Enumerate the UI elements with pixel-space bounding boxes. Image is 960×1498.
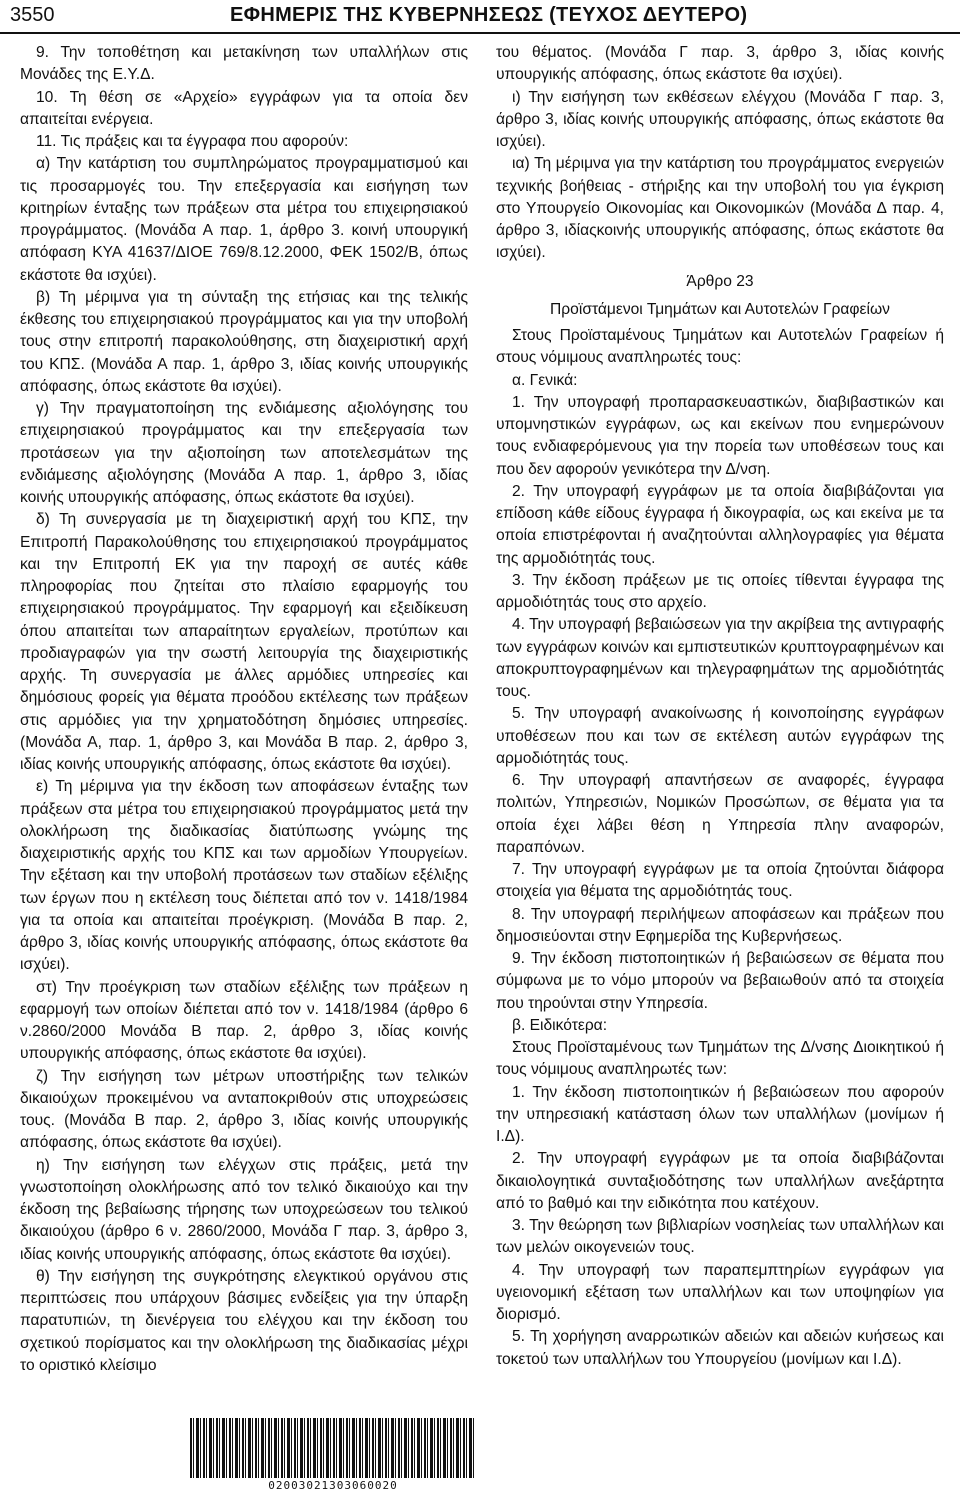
paragraph: Στους Προϊσταμένους των Τμημάτων της Δ/νσης Διοικητικού ή τους νόμιμους αναπληρωτές των: [496,1039,944,1079]
page-number: 3550 [10,4,55,26]
paragraph: θ) Την εισήγηση της συγκρότησης ελεγκτικού οργάνου στις περιπτώσεις που υπάρχουν βάσιμες ενδείξεις για την ύπαρξη παρατυπιών, τη διενέργεια του ελέγχου και την έκδοση του σχετικού πορίσματος και την ολοκλήρωση της διαδικασίας μέχρι το οριστικό κλείσιμο [20,1267,468,1374]
paragraph: 4. Την υπογραφή βεβαιώσεων για την ακρίβεια της αντιγραφής των εγγράφων κοινών και εμπιστευτικών κρυπτογραφημένων και αποκρυπτογραφημένων και τηλεγραφημάτων της αρμοδιότητάς τους. [496,616,944,700]
paragraph: α) Την κατάρτιση του συμπληρώματος προγραμματισμού και τις προσαρμογές του. Την επεξεργασία και εισήγηση των κριτηρίων ένταξης των πράξεων στα μέτρα του επιχειρησιακού προγράμματος. (Μονάδα Α παρ. 1, άρθρο 3. κοινή υπουργική απόφαση ΚΥΑ 41637/ΔΙΟΕ 769/8.12.2000, ΦΕΚ 1502/Β, όπως εκάστοτε θα ισχύει). [20,155,468,284]
paragraph: δ) Τη συνεργασία με τη διαχειριστική αρχή του ΚΠΣ, την Επιτροπή Παρακολούθησης του επιχειρησιακού προγράμματος και την Επιτροπή ΕΚ για την παροχή σε αυτές κάθε πληροφορίας που ζητείται στο πλαίσιο εφαρμογής του επιχειρησιακού προγράμματος. Την εφαρμογή και εξειδίκευση όπου απαιτείται των απαραίτητων εργαλείων, προτύπων και προδιαγραφών για την σωστή λειτουργία της διαχειριστικής αρχής. Τη συνεργασία με άλλες αρμόδιες υπηρεσίες και δημόσιους φορείς για θέματα προόδου εκτέλεσης των πράξεων στις αρμόδιες για την χρηματοδότηση δημόσιες υπηρεσίες. (Μονάδα Α, παρ. 1, άρθρο 3, και Μονάδα Β παρ. 2, άρθρο 3, ιδίας κοινής υπουργικής απόφασης, όπως εκάστοτε θα ισχύει). [20,511,468,773]
right-column [496,42,944,1371]
paragraph: β. Ειδικότερα: [512,1016,608,1034]
paragraph: 9. Την έκδοση πιστοποιητικών ή βεβαιώσεων σε θέματα που σύμφωνα με το νόμο μπορούν να βεβαιωθούν από τα στοιχεία που τηρούνται στην Υπηρεσία. [496,950,944,1012]
header-rule [0,32,960,34]
paragraph: Στους Προϊσταμένους Τμημάτων και Αυτοτελών Γραφείων ή στους νόμιμους αναπληρωτές τους: [496,327,944,367]
paragraph: ι) Την εισήγηση των εκθέσεων ελέγχου (Μονάδα Γ παρ. 3, άρθρο 3, ιδίας κοινής υπουργικής απόφασης, όπως εκάστοτε θα ισχύει). [496,88,944,150]
paragraph: η) Την εισήγηση των ελέγχων στις πράξεις, μετά την γνωστοποίηση ολοκλήρωσης από τον τελικό δικαιούχο και την έκδοση της βεβαίωσης τήρησης των υποχρεώσεων του τελικού δικαιούχου (άρθρο 6 ν. 2860/2000, Μονάδα Γ παρ. 3, άρθρο 3, ιδίας κοινής υπουργικής απόφασης, όπως εκάστοτε θα ισχύει). [20,1156,468,1263]
paragraph: 6. Την υπογραφή απαντήσεων σε αναφορές, έγγραφα πολιτών, Υπηρεσιών, Νομικών Προσώπων, σε θέματα για τα οποία έχει λάβει θέση η Υπηρεσία πλην αναφορών, παραπόνων. [496,772,944,856]
barcode-number: 02003021303060020 [268,1479,398,1492]
paragraph: 2. Την υπογραφή εγγράφων με τα οποία διαβιβάζονται δικαιολογητικά συνταξιοδότησης των υπαλλήλων ανεξάρτητα από το βαθμό και την ειδικότητα που κατέχουν. [496,1150,944,1212]
paragraph: 9. Την τοποθέτηση και μετακίνηση των υπαλλήλων στις Μονάδες της Ε.Υ.Δ. [20,44,468,84]
paragraph: 3. Την έκδοση πράξεων με τις οποίες τίθενται έγγραφα της αρμοδιότητάς τους στο αρχείο. [496,571,944,611]
paragraph: 10. Τη θέση σε «Αρχείο» εγγράφων για τα οποία δεν απαιτείται ενέργεια. [20,88,468,128]
paragraph: ια) Τη μέριμνα για την κατάρτιση του προγράμματος ενεργειών τεχνικής βοήθειας - στήριξης και την υποβολή του για έγκριση στο Υπουργείο Οικονομίας και Οικονομικών (Μονάδα Δ παρ. 4, άρθρο 3, ιδίαςκοινής υπουργικής απόφασης, όπως εκάστοτε θα ισχύει). [496,155,944,262]
paragraph: 5. Τη χορήγηση αναρρωτικών αδειών και αδειών κυήσεως και τοκετού των υπαλλήλων του Υπουργείου (μονίμων και Ι.Δ). [496,1328,944,1368]
paragraph: 1. Την υπογραφή προπαρασκευαστικών, διαβιβαστικών και υπομνηστικών εγγράφων, ως και εκείνων που ενημερώνουν τους ενδιαφερόμενους για την πορεία των υποθέσεων τους και που δεν αφορούν γενικότερα την Δ/νση. [496,393,944,478]
paragraph: β) Τη μέριμνα για τη σύνταξη της ετήσιας και της τελικής έκθεσης του επιχειρησιακού προγράμματος και για την υποβολή τους στην επιτροπή παρακολούθησης, στη διαχειριστική αρχή του ΚΠΣ. (Μονάδα Α παρ. 1, άρθρο 3, ιδίας κοινής υπουργικής απόφασης, όπως εκάστοτε θα ισχύει). [20,288,468,395]
paragraph: ζ) Την εισήγηση των μέτρων υποστήριξης των τελικών δικαιούχων προκειμένου να ανταποκριθούν στις υποχρεώσεις τους. (Μονάδα Β παρ. 2, άρθρο 3, ιδίας κοινής υπουργικής απόφασης, όπως εκάστοτε θα ισχύει). [20,1067,468,1152]
paragraph: 1. Την έκδοση πιστοποιητικών ή βεβαιώσεων που αφορούν την υπηρεσιακή κατάσταση όλων των υπαλλήλων (μονίμων ή Ι.Δ). [496,1083,944,1145]
barcode [190,1418,476,1492]
paragraph: 4. Την υπογραφή των παραπεμπτηρίων εγγράφων για υγειονομική εξέταση των υπαλλήλων και των υποψηφίων για διορισμό. [496,1261,944,1323]
paragraph: ε) Τη μέριμνα για την έκδοση των αποφάσεων ένταξης των πράξεων στα μέτρα του επιχειρησιακού προγράμματος μετά την ολοκλήρωση της διαδικασίας διατύπωσης γνώμης της διαχειριστικής αρχής του ΚΠΣ και των αρμοδίων Υπουργείων. Την εξέταση και την υποβολή προτάσεων των σταδίων εξέλιξης των έργων που η εκτέλεση τους διέπεται από τον ν. 1418/1984 για τα οποία και απαιτείται προέγκριση. (Μονάδα Β παρ. 2, άρθρο 3, ιδίας κοινής υπουργικής απόφασης, όπως εκάστοτε θα ισχύει). [20,778,468,974]
paragraph: στ) Την προέγκριση των σταδίων εξέλιξης των πράξεων η εφαρμογή των οποίων διέπεται από τον ν. 1418/1984 (άρθρο 6 ν.2860/2000 Μονάδα Β παρ. 2, άρθρο 3, ιδίας κοινής υπουργικής απόφασης, όπως εκάστοτε θα ισχύει). [20,978,468,1063]
paragraph: 3. Την θεώρηση των βιβλιαρίων νοσηλείας των υπαλλήλων και των μελών οικογενειών τους. [496,1217,944,1257]
left-column [20,42,468,1377]
page-header [0,0,960,34]
gazette-title: ΕΦΗΜΕΡΙΣ ΤΗΣ ΚΥΒΕΡΝΗΣΕΩΣ (ΤΕΥΧΟΣ ΔΕΥΤΕΡΟ) [230,4,748,26]
paragraph: 7. Την υπογραφή εγγράφων με τα οποία ζητούνται διάφορα στοιχεία για θέματα της αρμοδιότητάς τους. [496,861,944,901]
paragraph: του θέματος. (Μονάδα Γ παρ. 3, άρθρο 3, ιδίας κοινής υπουργικής απόφασης, όπως εκάστοτε θα ισχύει). [496,44,944,84]
paragraph: 11. Τις πράξεις και τα έγγραφα που αφορούν: [36,133,349,150]
barcode-bars [190,1418,476,1478]
paragraph: 5. Την υπογραφή ανακοίνωσης ή κοινοποίησης εγγράφων υποθέσεων που και των σε εκτέλεση αυτών εγγράφων της αρμοδιότητάς τους. [496,705,944,767]
paragraph: 8. Την υπογραφή περιλήψεων αποφάσεων και πράξεων που δημοσιεύονται στην Εφημερίδα της Κυβερνήσεως. [496,905,944,945]
paragraph: 2. Την υπογραφή εγγράφων με τα οποία διαβιβάζονται για επίδοση κάθε είδους έγγραφα ή δικογραφία, ως και εκείνα με τα οποία επιστρέφονται ή αναζητούνται αλληλογραφίες για θέματα της αρμοδιότητάς τους. [496,482,944,567]
paragraph: γ) Την πραγματοποίηση της ενδιάμεσης αξιολόγησης του επιχειρησιακού προγράμματος και την επεξεργασία των προτάσεων για την αξιοποίηση των αποτελεσμάτων της ενδιάμεσης αξιολόγησης (Μονάδα Α παρ. 1, άρθρο 3, ιδίας κοινής υπουργικής απόφασης, όπως εκάστοτε θα ισχύει). [20,400,468,506]
article-number: Άρθρο 23 [686,272,754,290]
article-title: Προϊστάμενοι Τμημάτων και Αυτοτελών Γραφείων [550,300,890,318]
paragraph: α. Γενικά: [512,371,578,389]
